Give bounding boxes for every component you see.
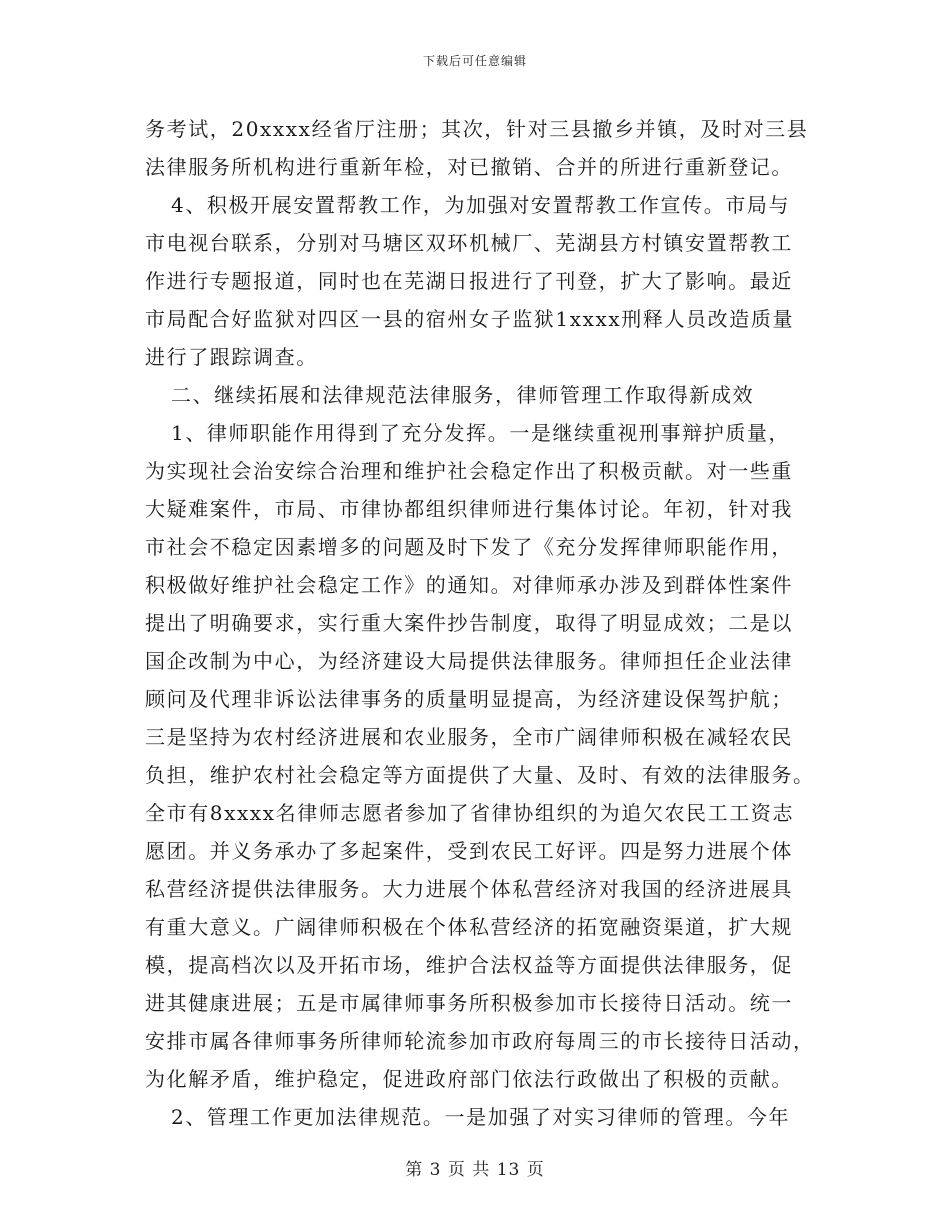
text-line: 安排市属各律师事务所律师轮流参加市政府每周三的市长接待日活动，	[145, 1029, 815, 1053]
page-footer: 第 3 页 共 13 页	[405, 1160, 545, 1180]
text-line: 积极做好维护社会稳定工作》的通知。对律师承办涉及到群体性案件	[145, 573, 793, 597]
text-line: 为实现社会治安综合治理和维护社会稳定作出了积极贡献。对一些重	[145, 459, 793, 483]
text-line: 负担，维护农村社会稳定等方面提供了大量、及时、有效的法律服务。	[145, 763, 815, 787]
text-line: 为化解矛盾，维护稳定，促进政府部门依法行政做出了积极的贡献。	[145, 1067, 793, 1091]
text-line: 务考试，20xxxx经省厅注册；其次，针对三县撤乡并镇，及时对三县	[145, 117, 809, 141]
text-line: 2、管理工作更加法律规范。一是加强了对实习律师的管理。今年	[171, 1105, 791, 1129]
text-line: 二、继续拓展和法律规范法律服务，律师管理工作取得新成效	[171, 383, 755, 407]
text-line: 有重大意义。广阔律师积极在个体私营经济的拓宽融资渠道，扩大规	[145, 915, 793, 939]
page-header: 下载后可任意编辑	[422, 54, 527, 68]
text-line: 市电视台联系，分别对马塘区双环机械厂、芜湖县方村镇安置帮教工	[145, 231, 793, 255]
text-line: 进行了跟踪调查。	[145, 345, 318, 369]
text-line: 4、积极开展安置帮教工作，为加强对安置帮教工作宣传。市局与	[171, 193, 791, 217]
text-line: 市社会不稳定因素增多的问题及时下发了《充分发挥律师职能作用，	[145, 535, 793, 559]
text-line: 作进行专题报道，同时也在芜湖日报进行了刊登，扩大了影响。最近	[145, 269, 793, 293]
text-line: 法律服务所机构进行重新年检，对已撤销、合并的所进行重新登记。	[145, 155, 793, 179]
text-line: 市局配合好监狱对四区一县的宿州女子监狱1xxxx刑释人员改造质量	[145, 307, 795, 331]
document-body	[145, 110, 815, 1136]
text-line: 顾问及代理非诉讼法律事务的质量明显提高，为经济建设保驾护航；	[145, 687, 793, 711]
text-line: 模，提高档次以及开拓市场，维护合法权益等方面提供法律服务，促	[145, 953, 793, 977]
text-line: 进其健康进展；五是市属律师事务所积极参加市长接待日活动。统一	[145, 991, 793, 1015]
text-line: 国企改制为中心，为经济建设大局提供法律服务。律师担任企业法律	[145, 649, 793, 673]
text-line: 私营经济提供法律服务。大力进展个体私营经济对我国的经济进展具	[145, 877, 793, 901]
text-line: 提出了明确要求，实行重大案件抄告制度，取得了明显成效；二是以	[145, 611, 793, 635]
text-line: 全市有8xxxx名律师志愿者参加了省律协组织的为追欠农民工工资志	[145, 801, 795, 825]
text-line: 大疑难案件，市局、市律协都组织律师进行集体讨论。年初，针对我	[145, 497, 793, 521]
text-line: 愿团。并义务承办了多起案件，受到农民工好评。四是努力进展个体	[145, 839, 793, 863]
text-line: 1、律师职能作用得到了充分发挥。一是继续重视刑事辩护质量，	[171, 421, 791, 445]
text-line: 三是坚持为农村经济进展和农业服务，全市广阔律师积极在减轻农民	[145, 725, 793, 749]
